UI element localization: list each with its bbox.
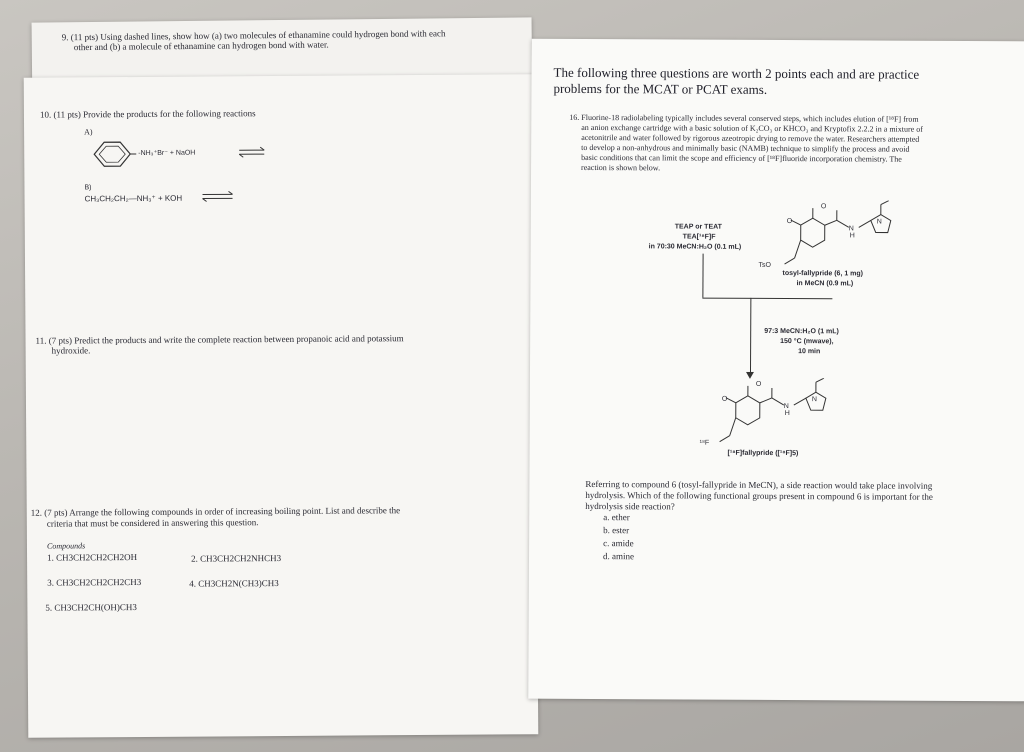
benzene-ring-drawing	[84, 136, 324, 172]
option-d: d. amine	[602, 551, 635, 562]
question-11-line-1: 11. (7 pts) Predict the products and write the complete reaction between propanoic acid and potassium	[35, 333, 404, 346]
compound-1: 1. CH3CH2CH2CH2OH	[47, 552, 138, 563]
reagent-line-1: TEAP or TEAT	[674, 223, 722, 231]
practice-header-line-1: The following three questions are worth 2 points each and are practice	[553, 64, 920, 82]
side-reaction-question-line-3: hydrolysis side reaction?	[585, 500, 675, 512]
option-c: c. amide	[603, 538, 634, 549]
condition-line-3: 10 min	[798, 348, 821, 356]
fluorine-18-label: ¹⁸F	[699, 439, 710, 447]
question-10-title: 10. (11 pts) Provide the products for the following reactions	[39, 108, 256, 120]
atom-o-carbonyl-1: O	[820, 203, 827, 211]
question-16-line-5: basic conditions that can limit the scope and efficiency of [¹⁸F]fluoride incorporation chemistry. The	[581, 152, 902, 164]
precursor-line-1: tosyl-fallypride (6, 1 mg)	[782, 270, 864, 278]
practice-header-line-2: problems for the MCAT or PCAT exams.	[553, 80, 768, 97]
atom-n-amide-1: N	[848, 225, 854, 233]
question-16-line-1: 16. Fluorine-18 radiolabeling typically includes several conserved steps, which includes elution of [¹⁸F] from	[569, 112, 919, 124]
atom-n-amide-2: N	[783, 403, 789, 411]
option-a: a. ether	[603, 512, 630, 523]
atom-o-methoxy-2: O	[721, 395, 728, 403]
question-11-line-2: hydroxide.	[51, 345, 91, 356]
side-reaction-question-line-2: hydrolysis. Which of the following functional groups present in compound 6 is important for the	[585, 489, 933, 502]
precursor-line-2: in MeCN (0.9 mL)	[796, 280, 854, 288]
condition-line-2: 150 °C (mwave),	[780, 338, 834, 346]
reaction-a-reagents: -NH₃⁺Br⁻ + NaOH	[138, 149, 196, 157]
option-b: b. ester	[603, 525, 630, 536]
question-16-line-4: to develop a non-anhydrous and minimally basic (NAMB) technique to simplify the process and avoid	[581, 142, 910, 154]
fallypride-product-structure	[706, 378, 836, 459]
compounds-header: Compounds	[46, 541, 86, 551]
reaction-arrow-shaft	[750, 298, 751, 374]
atom-h-amide-1: H	[849, 232, 855, 240]
atom-o-carbonyl-2: O	[755, 380, 762, 388]
question-12-line-2: criteria that must be considered in answering this question.	[46, 517, 259, 529]
condition-line-1: 97:3 MeCN:H₂O (1 mL)	[764, 327, 839, 336]
compound-2: 2. CH3CH2CH2NHCH3	[191, 553, 282, 564]
question-9-line-2: other and (b) a molecule of ethanamine can hydrogen bond with water.	[73, 39, 329, 53]
scheme-connector-left	[702, 254, 703, 298]
compound-5: 5. CH3CH2CH(OH)CH3	[45, 602, 137, 613]
compound-3: 3. CH3CH2CH2CH2CH3	[47, 576, 142, 588]
reaction-b-equation: CH₃CH₂CH₂—NH₃⁺ + KOH	[84, 193, 183, 204]
atom-o-methoxy-1: O	[786, 218, 793, 226]
question-10a-label: A)	[84, 127, 93, 137]
atom-n-pyrrolidine-1: N	[876, 218, 882, 226]
question-16-line-6: reaction is shown below.	[581, 162, 661, 173]
product-label: [¹⁸F]fallypride ([¹⁸F]5)	[727, 449, 799, 458]
scheme-connector-bottom	[702, 298, 832, 300]
tosylate-label: TsO	[758, 261, 772, 269]
reagent-line-3: in 70:30 MeCN:H₂O (0.1 mL)	[648, 243, 742, 251]
question-9-line-1: 9. (11 pts) Using dashed lines, show how (a) two molecules of ethanamine could hydrogen bond with each	[61, 28, 446, 43]
atom-n-pyrrolidine-2: N	[811, 396, 817, 404]
reagent-line-2: TEA[¹⁸F]F	[682, 233, 716, 241]
question-12-line-1: 12. (7 pts) Arrange the following compounds in order of increasing boiling point. List and describe the	[30, 505, 401, 518]
atom-h-amide-2: H	[784, 410, 790, 418]
right-worksheet-page	[528, 39, 1024, 702]
equilibrium-arrow-b	[200, 190, 240, 202]
left-worksheet-page	[24, 74, 539, 738]
side-reaction-question-line-1: Referring to compound 6 (tosyl-fallypride in MeCN), a side reaction would take place involving	[585, 478, 933, 491]
question-16-line-2: an anion exchange cartridge with a basic solution of K₂CO₃ or KHCO₃ and Kryptofix 2.2.2 in a mixture of	[581, 122, 923, 134]
tosyl-fallypride-structure	[770, 200, 900, 281]
question-10b-label: B)	[84, 184, 92, 192]
question-16-line-3: acetonitrile and water followed by rigorous azeotropic drying to remove the water. Researchers attempted	[581, 132, 920, 144]
compound-4: 4. CH3CH2N(CH3)CH3	[189, 578, 279, 589]
